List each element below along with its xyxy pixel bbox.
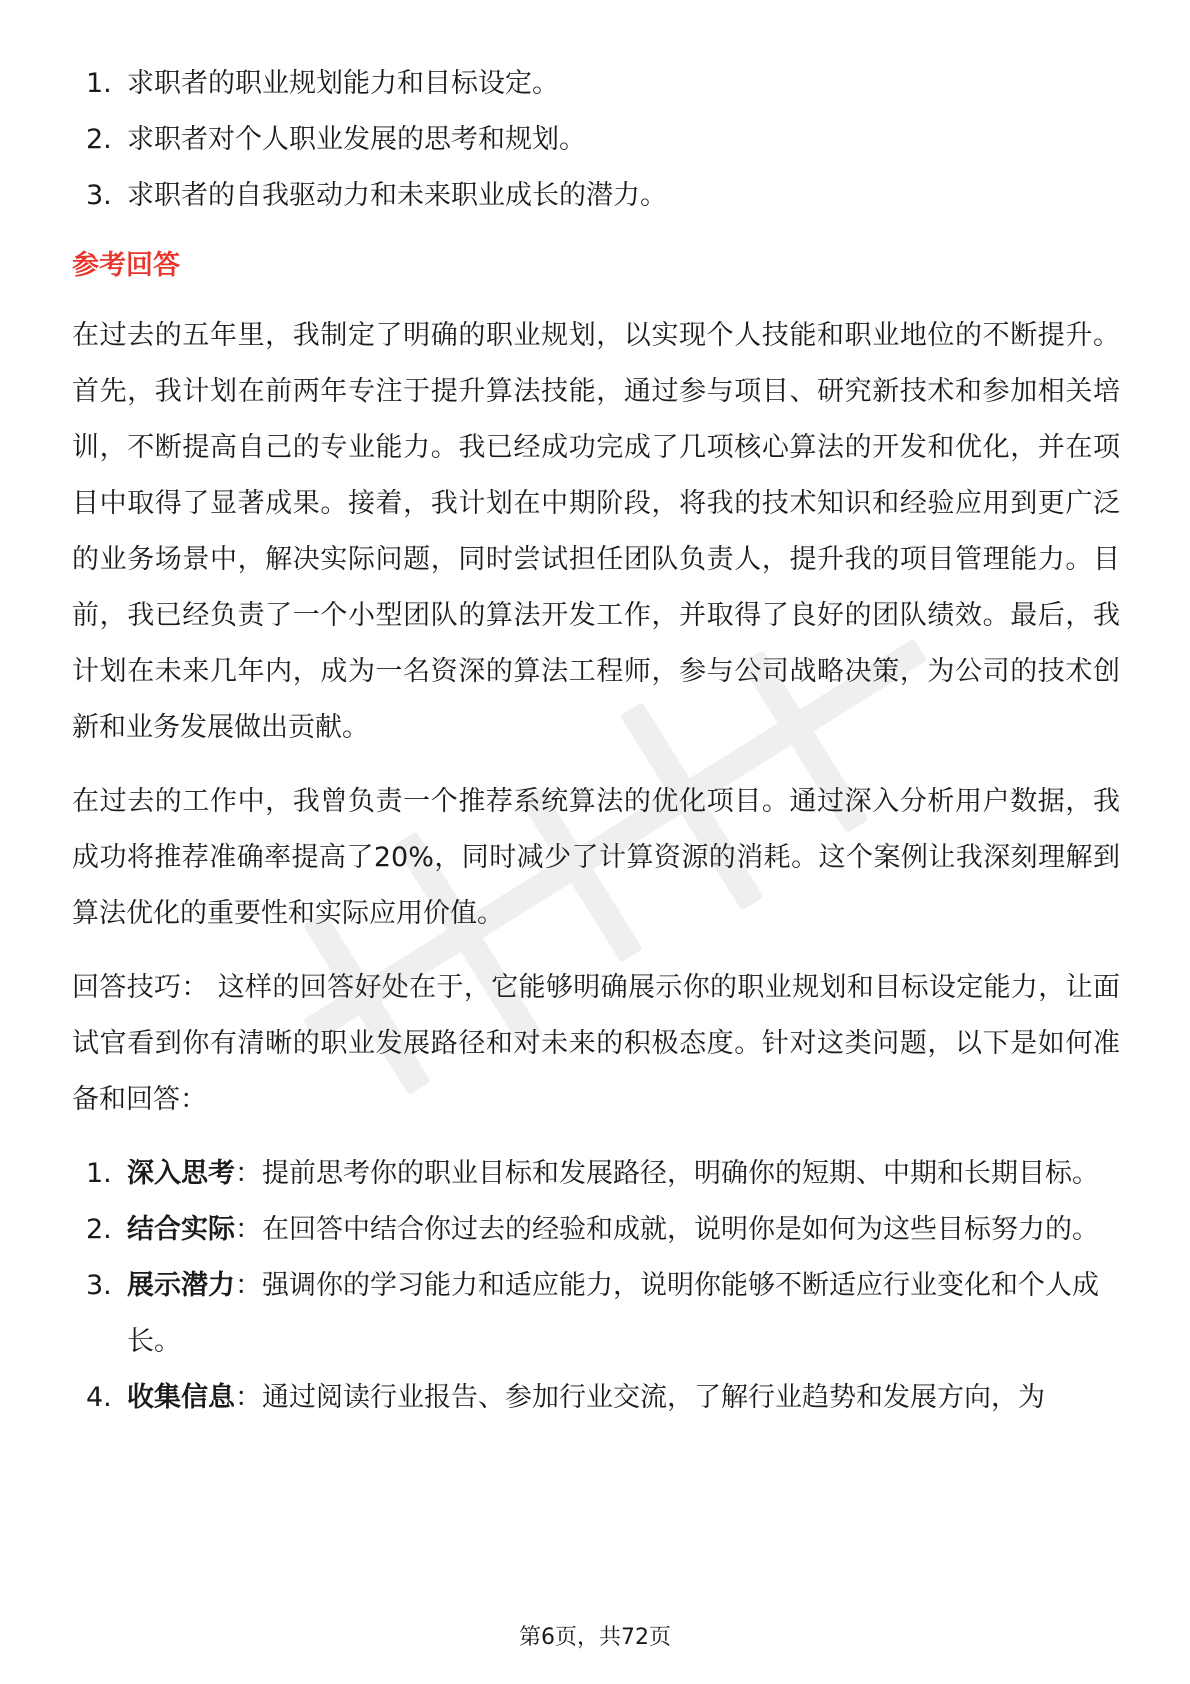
answer-paragraph: 在过去的五年里，我制定了明确的职业规划，以实现个人技能和职业地位的不断提升。首先，我计划在前两年专注于提升算法技能，通过参与项目、研究新技术和参加相关培训，不断提高自己的专业能力。我已经成功完成了几项核心算法的开发和优化，并在项目中取得了显著成果。接着，我计划在中期阶段，将我的技术知识和经验应用到更广泛的业务场景中，解决实际问题，同时尝试担任团队负责人，提升我的项目管理能力。目前，我已经负责了一个小型团队的算法开发工作，并取得了良好的团队绩效。最后，我计划在未来几年内，成为一名资深的算法工程师，参与公司战略决策，为公司的技术创新和业务发展做出贡献。: [72, 320, 1120, 743]
list-number: 3.: [86, 180, 112, 211]
list-number: 2.: [86, 124, 112, 155]
page-footer: 第6页，共72页: [519, 1625, 671, 1650]
list-item: [72, 168, 1120, 224]
list-item: [72, 56, 1120, 112]
tip-number: 4.: [86, 1382, 112, 1413]
tip-number: 1.: [86, 1158, 112, 1189]
tips-list: [72, 1146, 1120, 1426]
tip-term: 收集信息: [127, 1382, 235, 1413]
tip-text: ：在回答中结合你过去的经验和成就，说明你是如何为这些目标努力的。: [235, 1214, 1099, 1245]
list-number: 1.: [86, 68, 112, 99]
list-text: 求职者对个人职业发展的思考和规划。: [127, 124, 586, 155]
tip-term: 结合实际: [127, 1214, 235, 1245]
focus-list: [72, 56, 1120, 224]
tip-item: [72, 1370, 1120, 1426]
tip-term: 展示潜力: [127, 1270, 235, 1301]
tips-intro-paragraph: 回答技巧： 这样的回答好处在于，它能够明确展示你的职业规划和目标设定能力，让面试官看到你有清晰的职业发展路径和对未来的积极态度。针对这类问题，以下是如何准备和回答：: [72, 972, 1120, 1115]
tip-item: [72, 1258, 1120, 1370]
tip-number: 2.: [86, 1214, 112, 1245]
tip-number: 3.: [86, 1270, 112, 1301]
tip-text: ：强调你的学习能力和适应能力，说明你能够不断适应行业变化和个人成长。: [127, 1270, 1099, 1357]
tip-text: ：提前思考你的职业目标和发展路径，明确你的短期、中期和长期目标。: [235, 1158, 1099, 1189]
tip-item: [72, 1146, 1120, 1202]
tip-text: ：通过阅读行业报告、参加行业交流，了解行业趋势和发展方向，为: [235, 1382, 1045, 1413]
case-paragraph: 在过去的工作中，我曾负责一个推荐系统算法的优化项目。通过深入分析用户数据，我成功将推荐准确率提高了20%，同时减少了计算资源的消耗。这个案例让我深刻理解到算法优化的重要性和实际应用价值。: [72, 786, 1120, 929]
content: [72, 56, 1120, 1426]
answer-heading: 参考回答: [72, 250, 180, 281]
list-item: [72, 112, 1120, 168]
list-text: 求职者的自我驱动力和未来职业成长的潜力。: [127, 180, 667, 211]
tip-term: 深入思考: [127, 1158, 235, 1189]
tip-item: [72, 1202, 1120, 1258]
list-text: 求职者的职业规划能力和目标设定。: [127, 68, 559, 99]
